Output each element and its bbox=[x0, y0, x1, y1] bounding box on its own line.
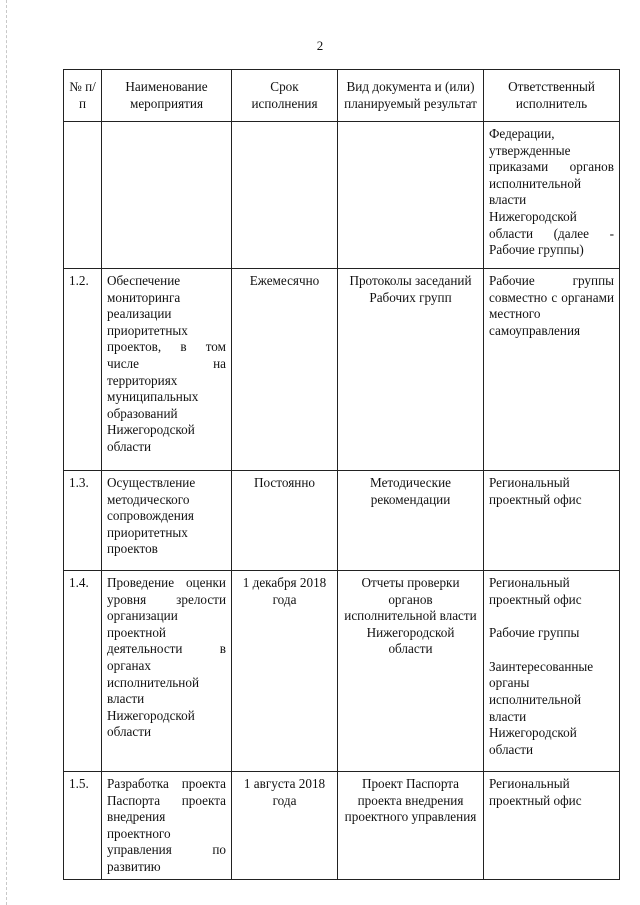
cell-exec bbox=[484, 571, 620, 772]
measures-table bbox=[63, 69, 620, 880]
cell-term: 1 августа 2018 года bbox=[232, 772, 338, 880]
cell-num: 1.5. bbox=[64, 772, 102, 880]
cell-doc: Проект Паспорта проекта внедрения проектного управления bbox=[338, 772, 484, 880]
cell-num: 1.2. bbox=[64, 269, 102, 471]
header-term: Срок исполнения bbox=[232, 70, 338, 122]
cell-doc bbox=[338, 122, 484, 269]
table-row bbox=[64, 269, 620, 471]
page-margin-line bbox=[6, 0, 7, 905]
cell-num: 1.4. bbox=[64, 571, 102, 772]
header-name: Наименование мероприятия bbox=[102, 70, 232, 122]
cell-name: Обеспечение мониторинга реализации приоритетных проектов, в том числе на территориях муниципальных образований Нижегородской области bbox=[102, 269, 232, 471]
cell-name: Проведение оценки уровня зрелости организации проектной деятельности в органах исполнительной власти Нижегородской области bbox=[102, 571, 232, 772]
table-row bbox=[64, 571, 620, 772]
cell-exec: Региональный проектный офис bbox=[484, 772, 620, 880]
cell-doc: Методические рекомендации bbox=[338, 471, 484, 571]
cell-doc: Отчеты проверки органов исполнительной власти Нижегородской области bbox=[338, 571, 484, 772]
table-row bbox=[64, 471, 620, 571]
cell-name bbox=[102, 122, 232, 269]
table-row-continuation bbox=[64, 122, 620, 269]
exec-part: Рабочие группы bbox=[489, 625, 580, 641]
cell-doc: Протоколы заседаний Рабочих групп bbox=[338, 269, 484, 471]
cell-exec: Федерации, утвержденные приказами органов исполнительной власти Нижегородской области (далее - Рабочие группы) bbox=[484, 122, 620, 269]
table-header-row bbox=[64, 70, 620, 122]
cell-exec: Региональный проектный офис bbox=[484, 471, 620, 571]
header-exec: Ответственный исполнитель bbox=[484, 70, 620, 122]
cell-name: Осуществление методического сопровождения приоритетных проектов bbox=[102, 471, 232, 571]
cell-name: Разработка проекта Паспорта проекта внедрения проектного управления по развитию bbox=[102, 772, 232, 880]
header-num: № п/п bbox=[64, 70, 102, 122]
page-number: 2 bbox=[316, 38, 324, 53]
table-row bbox=[64, 772, 620, 880]
header-doc: Вид документа и (или) планируемый результат bbox=[338, 70, 484, 122]
cell-term: Ежемесячно bbox=[232, 269, 338, 471]
exec-part: Региональный проектный офис bbox=[489, 575, 582, 607]
cell-num bbox=[64, 122, 102, 269]
cell-num: 1.3. bbox=[64, 471, 102, 571]
exec-part: Заинтересованные органы исполнительной власти Нижегородской области bbox=[489, 658, 594, 757]
cell-term: 1 декабря 2018 года bbox=[232, 571, 338, 772]
cell-term: Постоянно bbox=[232, 471, 338, 571]
cell-term bbox=[232, 122, 338, 269]
cell-exec: Рабочие группы совместно с органами местного самоуправления bbox=[484, 269, 620, 471]
